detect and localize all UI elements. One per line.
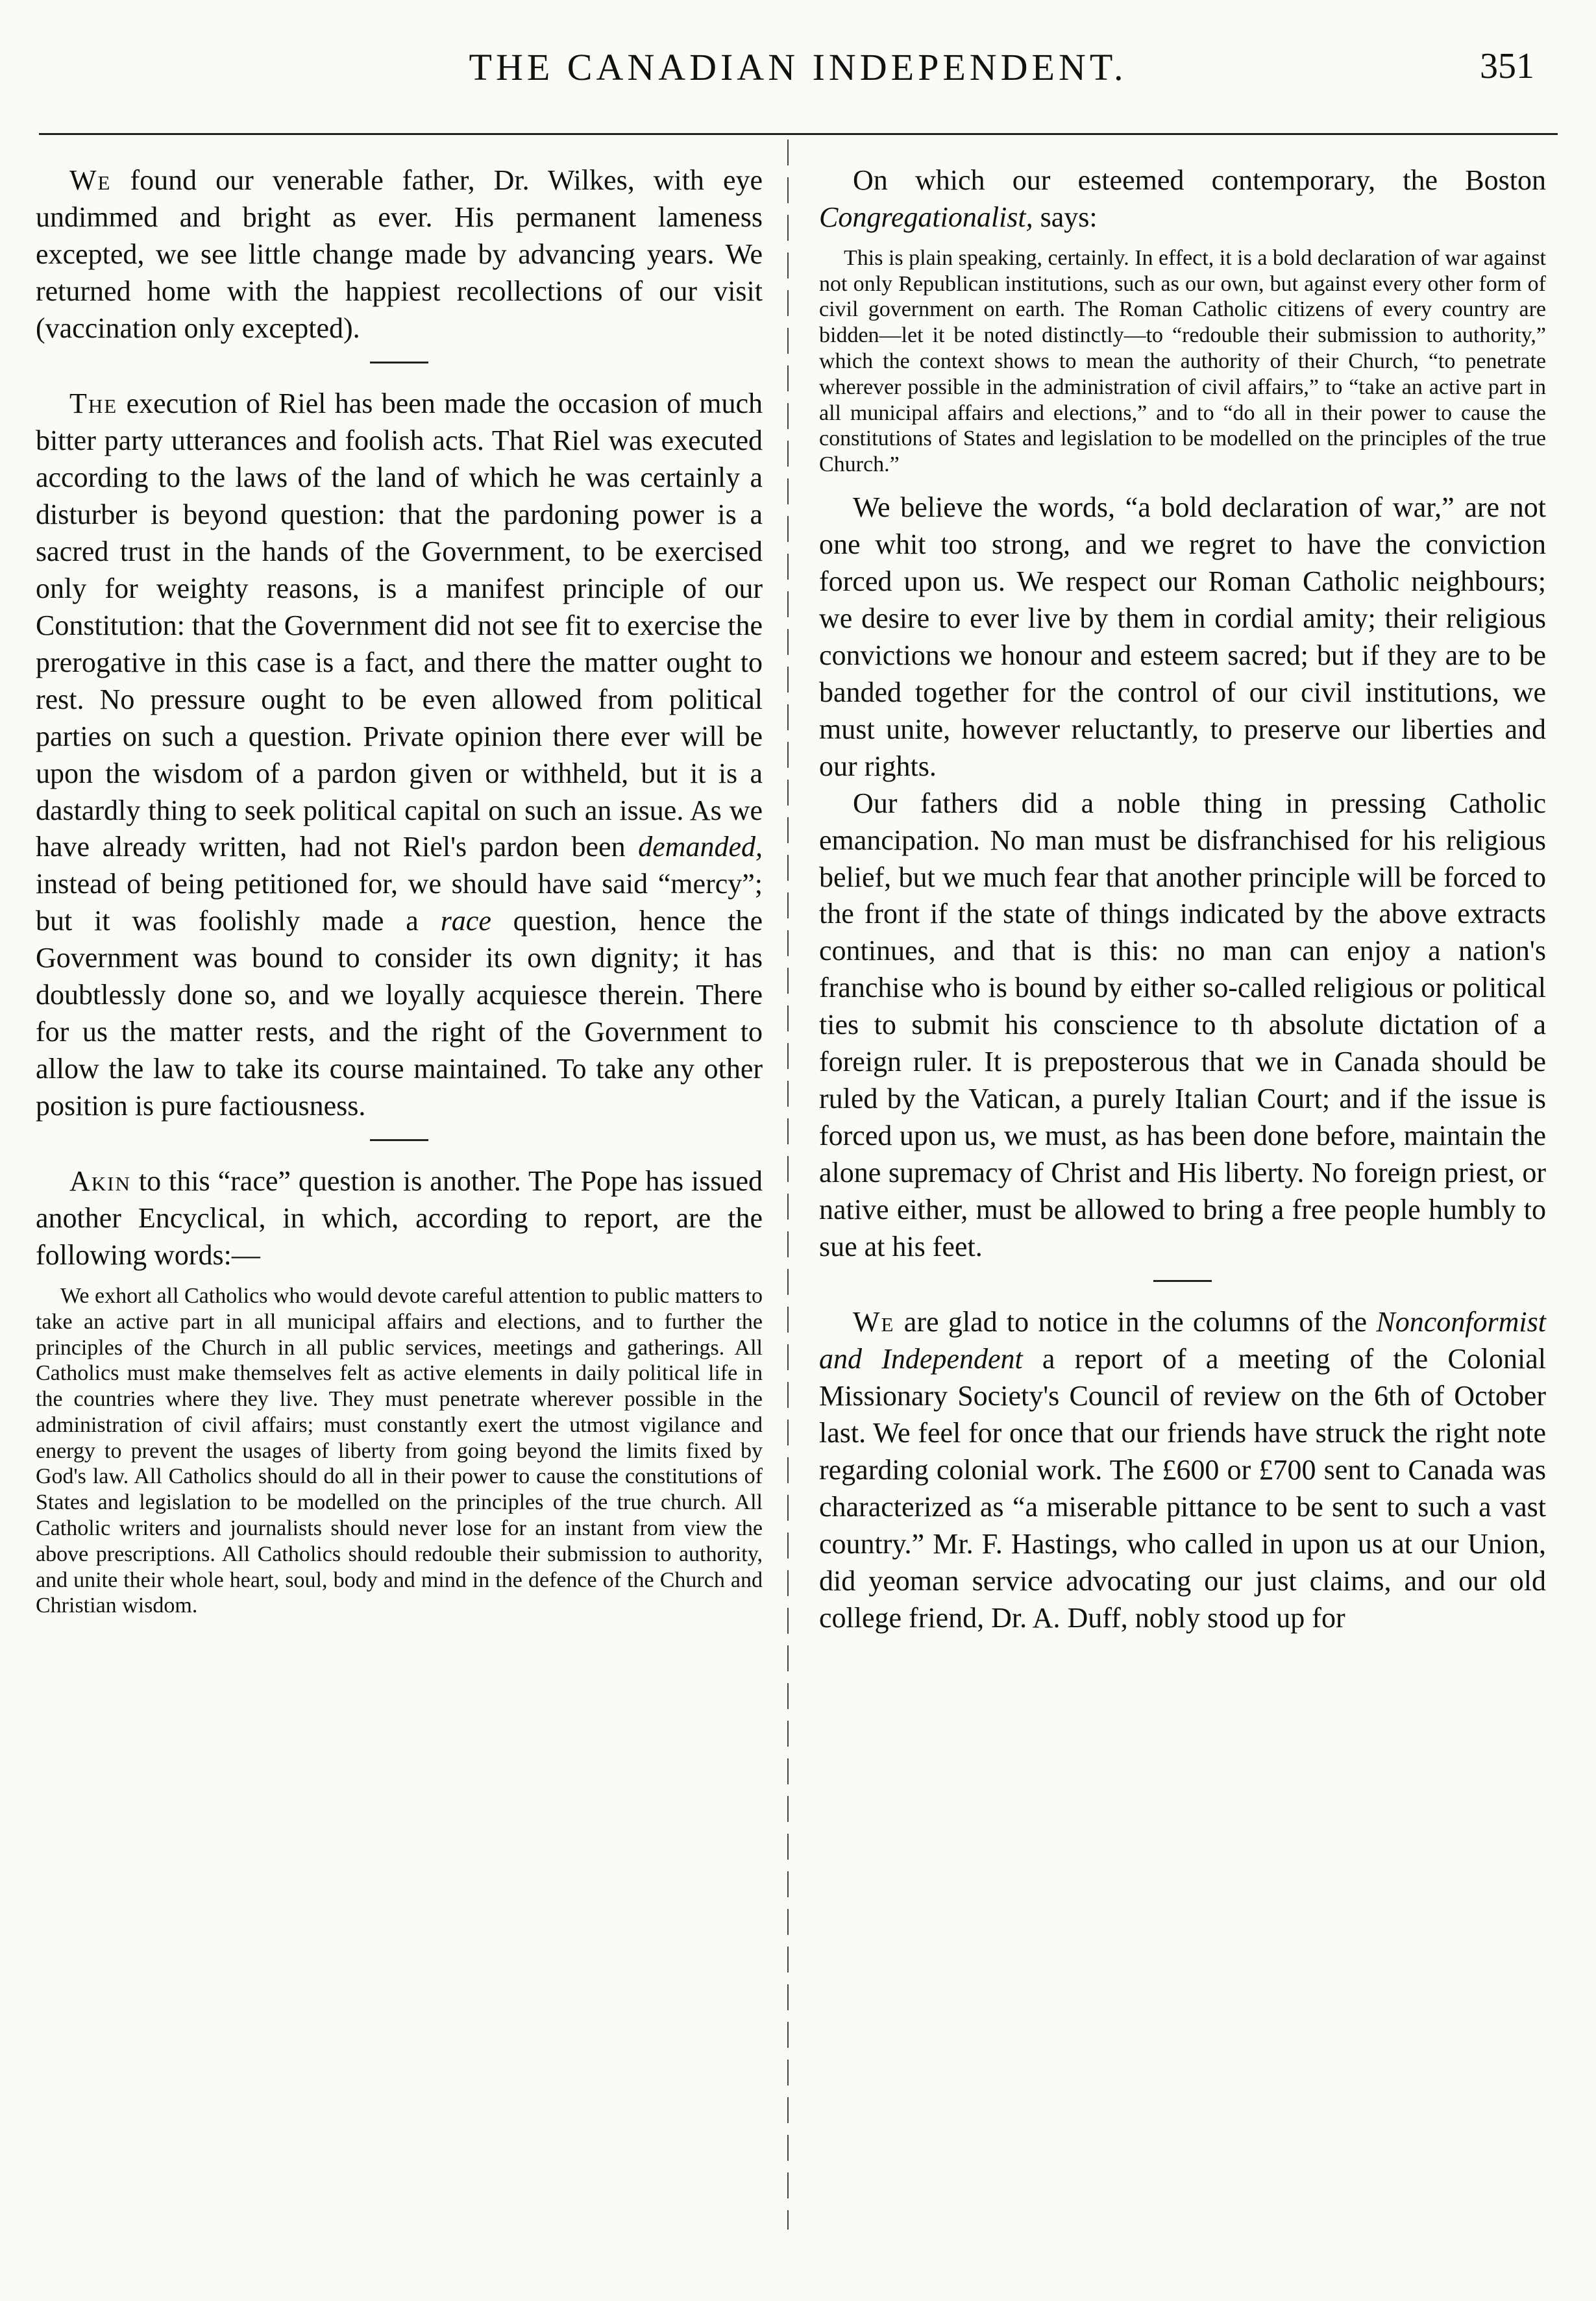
paragraph-text: found our venerable father, Dr. Wilkes, with eye undimmed and bright as ever. His permanent lameness excepted, we see little change made by advancing years. We returned home with the happiest recollections of our visit (vaccination only excepted).	[36, 164, 763, 344]
paragraph-colonial-missionary	[819, 1304, 1546, 1637]
lead-word: We	[69, 164, 112, 196]
section-separator	[370, 1139, 428, 1141]
paragraph-dr-wilkes	[36, 162, 763, 347]
header-rule	[39, 133, 1558, 135]
paragraph-text: On which our esteemed contemporary, the Boston	[853, 164, 1546, 196]
emphasis-congregationalist: Congregationalist,	[819, 201, 1033, 233]
congregationalist-quote: This is plain speaking, certainly. In effect, it is a bold declaration of war against not only Republican institutions, such as our own, but against every other form of civil government on earth. The Roman Catholic citizens of every country are bidden—let it be noted distinctly—to “redouble their submission to authority,” which the context shows to mean the authority of their Church, “to penetrate wherever possible in the administration of civil affairs,” to “take an active part in all municipal affairs and elections,” and to “do all in their power to cause the constitutions of States and legislation to be modelled on the principles of the true Church.”	[819, 245, 1546, 477]
paragraph-catholic-emancipation: Our fathers did a noble thing in pressing Catholic emancipation. No man must be disfranchised for his religious belief, but we much fear that another principle will be forced to the front if the state of things indicated by the above extracts continues, and that is this: no man can enjoy a nation's franchise who is bound by either so-called religious or political ties to submit his conscience to th absolute dictation of a foreign ruler. It is preposterous that we in Canada should be ruled by the Vatican, a purely Italian Court; and if the issue is forced upon us, we must, as has been done before, maintain the alone supremacy of Christ and His liberty. No foreign priest, or native either, must be allowed to bring a free people humbly to sue at his feet.	[819, 787, 1546, 1263]
paragraph-text: to this “race” question is another. The Pope has issued another Encyclical, in which, according to report, are the following words:—	[36, 1165, 763, 1272]
paragraph-text: a report of a meeting of the Colonial Missionary Society's Council of review on the 6th of October last. We feel for once that our friends have struck the right note regarding colonial work. The £600 or £700 sent to Canada was characterized as “a miserable pittance to be sent to such a vast country.” Mr. F. Hastings, who called in upon us at our Union, did yeoman service advocating our just claims, and our old college friend, Dr. A. Duff, nobly stood up for	[819, 1343, 1546, 1634]
lead-word: The	[69, 387, 118, 419]
encyclical-quote: We exhort all Catholics who would devote careful attention to public matters to take an active part in all municipal affairs and elections, and to further the principles of the Church in all public services, meetings and gatherings. All Catholics must make themselves felt as active elements in daily political life in the countries where they live. They must penetrate wherever possible in the administration of civil affairs; must constantly exert the utmost vigilance and energy to prevent the usages of liberty from going beyond the limits fixed by God's law. All Catholics should do all in their power to cause the constitutions of States and legislation to be modelled on the principles of the true church. All Catholic writers and journalists should never lose for an instant from view the above prescriptions. All Catholics should redouble their submission to authority, and unite their whole heart, soul, body and mind in the defence of the Church and Christian wisdom.	[36, 1284, 763, 1618]
paragraph-declaration-of-war: We believe the words, “a bold declaration of war,” are not one whit too strong, and we regret to have the conviction forced upon us. We respect our Roman Catholic neighbours; we desire to ever live by them in cordial amity; their religious convictions we honour and esteem sacred; but if they are to be banded together for the control of our civil institutions, we must unite, however reluctantly, to preserve our liberties and our rights.	[819, 491, 1546, 782]
paragraph-riel	[36, 386, 763, 1125]
emphasis-race: race	[440, 905, 491, 937]
paragraph-text: says:	[1033, 201, 1098, 233]
paragraph-text: execution of Riel has been made the occasion of much bitter party utterances and foolish acts. That Riel was executed according to the laws of the land of which he was certainly a disturber is beyond question: that the pardoning power is a sacred trust in the hands of the Government, to be exercised only for weighty reasons, is a manifest principle of our Constitution: that the Government did not see fit to exercise the prerogative in this case is a fact, and there the matter ought to rest. No pressure ought to be even allowed from political parties on such a question. Private opinion there ever will be upon the wisdom of a pardon given or withheld, but it is a dastardly thing to seek political capital on such an issue. As we have already written, had not Riel's pardon been	[36, 387, 763, 863]
left-column	[36, 162, 763, 1630]
page-header	[0, 0, 1596, 130]
emphasis-nonconformist: Nonconformist and Independent	[819, 1306, 1546, 1375]
column-divider	[787, 140, 789, 2230]
paragraph-text: are glad to notice in the columns of the	[894, 1306, 1377, 1338]
paragraph-congregationalist	[819, 162, 1546, 236]
journal-title: THE CANADIAN INDEPENDENT.	[469, 46, 1127, 88]
lead-word: Akin	[69, 1165, 131, 1198]
right-column	[819, 162, 1546, 1637]
paragraph-encyclical	[36, 1163, 763, 1274]
page-number: 351	[1480, 46, 1534, 86]
emphasis-demanded: demanded,	[638, 831, 763, 863]
lead-word: We	[853, 1306, 895, 1338]
paragraph-text: question, hence the Government was bound to consider its own dignity; it has doubtlessly done so, and we loyally acquiesce therein. There for us the matter rests, and the right of the Government to allow the law to take its course maintained. To take any other position is pure factiousness.	[36, 905, 763, 1122]
section-separator	[370, 362, 428, 363]
paragraph-text: instead of being petitioned for, we should have said “mercy”; but it was foolishly made a	[36, 868, 763, 937]
section-separator	[1153, 1280, 1212, 1282]
